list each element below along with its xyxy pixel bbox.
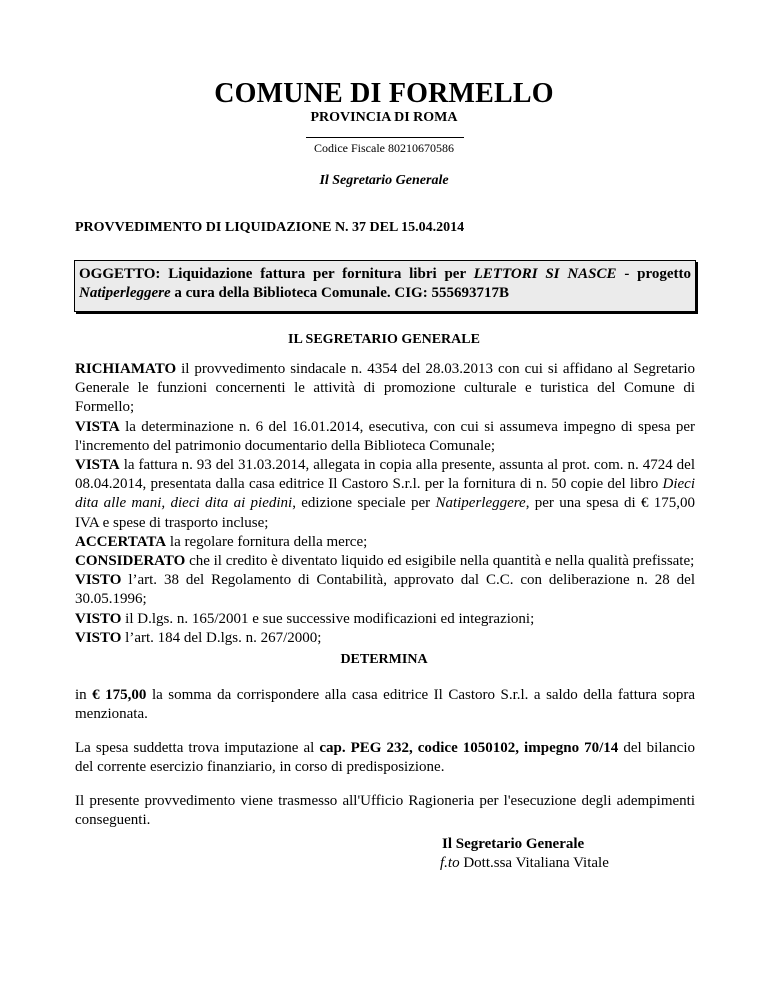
decision-text: La spesa suddetta trova imputazione al (75, 740, 320, 756)
subject-lead: OGGETTO: Liquidazione fattura per fornitura libri per (79, 266, 474, 282)
decision-payment (75, 686, 695, 724)
subject-tail: a cura della Biblioteca Comunale. CIG: 555693717B (170, 285, 509, 301)
recital-considerato (75, 552, 695, 571)
header-divider (306, 137, 464, 138)
budget-chapter: cap. PEG 232, codice 1050102, impegno 70/14 (319, 740, 619, 756)
subject-mid: - progetto (616, 266, 691, 282)
recital-text: il provvedimento sindacale n. 4354 del 28.03.2013 con cui si affidano al Segretario Generale le funzioni concernenti le attività di promozione culturale e turistica del Comune di Formello; (75, 361, 695, 416)
recital-text: l’art. 38 del Regolamento di Contabilità, approvato dal C.C. con deliberazione n. 28 del 30.05.1996; (75, 572, 695, 608)
office-label: Il Segretario Generale (319, 173, 449, 188)
recital-visto-dlgs-165 (75, 610, 695, 629)
decision-text: del bilancio del corrente esercizio finanziario, in corso di predisposizione. (75, 740, 695, 776)
subject-project-name: Natiperleggere (79, 285, 171, 301)
recital-key: RICHIAMATO (75, 361, 177, 377)
recitals (75, 360, 695, 648)
page-title: COMUNE DI FORMELLO (214, 78, 554, 109)
recital-key: VISTO (75, 610, 122, 627)
signature-block (440, 835, 609, 873)
amount: € 175,00 (92, 687, 147, 703)
subject-box (74, 260, 696, 312)
recital-text: la determinazione n. 6 del 16.01.2014, esecutiva, con cui si assumeva impegno di spesa per l'incremento del patrimonio documentario della Biblioteca Comunale; (75, 418, 695, 454)
act-number: PROVVEDIMENTO DI LIQUIDAZIONE N. 37 DEL 15.04.2014 (75, 220, 465, 235)
book-title: Dieci dita alle mani, dieci dita ai piedini (75, 476, 695, 512)
decision-text: in (75, 687, 93, 703)
recital-visto-regolamento (75, 571, 695, 609)
recital-text: la fattura n. 93 del 31.03.2014, allegata in copia alla presente, assunta al prot. com. n. 4724 del 08.04.2014, presentata dalla casa editrice Il Castoro S.r.l. per la fornitura di n. 50 copie del libro (75, 457, 695, 493)
recital-key: CONSIDERATO (75, 553, 186, 570)
decision-budget (75, 739, 695, 777)
recital-text: , per una spesa di € 175,00 IVA e spese di trasporto incluse; (75, 495, 696, 531)
recital-vista-determinazione (75, 418, 695, 456)
decision-text: la somma da corrispondere alla casa editrice Il Castoro S.r.l. a saldo della fattura sopra menzionata. (75, 687, 696, 723)
fiscal-code: Codice Fiscale 80210670586 (314, 141, 454, 155)
recital-key: VISTA (75, 418, 120, 435)
section-title: IL SEGRETARIO GENERALE (288, 332, 480, 347)
project-name: Natiperleggere (435, 495, 526, 512)
signatory-name: Dott.ssa Vitaliana Vitale (459, 855, 609, 871)
determina-title: DETERMINA (340, 652, 428, 667)
subject-project-title: LETTORI SI NASCE (473, 266, 617, 282)
recital-key: VISTA (75, 457, 120, 474)
signature-title: Il Segretario Generale (442, 836, 585, 852)
recital-text: l’art. 184 del D.lgs. n. 267/2000; (121, 629, 322, 646)
recital-accertata (75, 533, 695, 552)
recital-text: la regolare fornitura della merce; (166, 533, 368, 550)
signature-fto: f.to (440, 855, 460, 871)
recital-text: il D.lgs. n. 165/2001 e sue successive modificazioni ed integrazioni; (121, 610, 535, 627)
recital-visto-dlgs-267 (75, 629, 695, 648)
recital-text: che il credito è diventato liquido ed esigibile nella quantità e nella qualità prefissate; (185, 553, 695, 570)
recital-richiamato (75, 360, 695, 418)
recital-key: VISTO (75, 572, 122, 589)
recital-vista-fattura (75, 456, 695, 533)
recital-key: VISTO (75, 629, 122, 646)
decision-transmission: Il presente provvedimento viene trasmesso all'Ufficio Ragioneria per l'esecuzione degli adempimenti conseguenti. (75, 793, 695, 829)
signature-line (440, 854, 609, 873)
province-label: PROVINCIA DI ROMA (310, 110, 458, 125)
recital-text: , edizione speciale per (292, 495, 436, 512)
recital-key: ACCERTATA (75, 533, 167, 550)
